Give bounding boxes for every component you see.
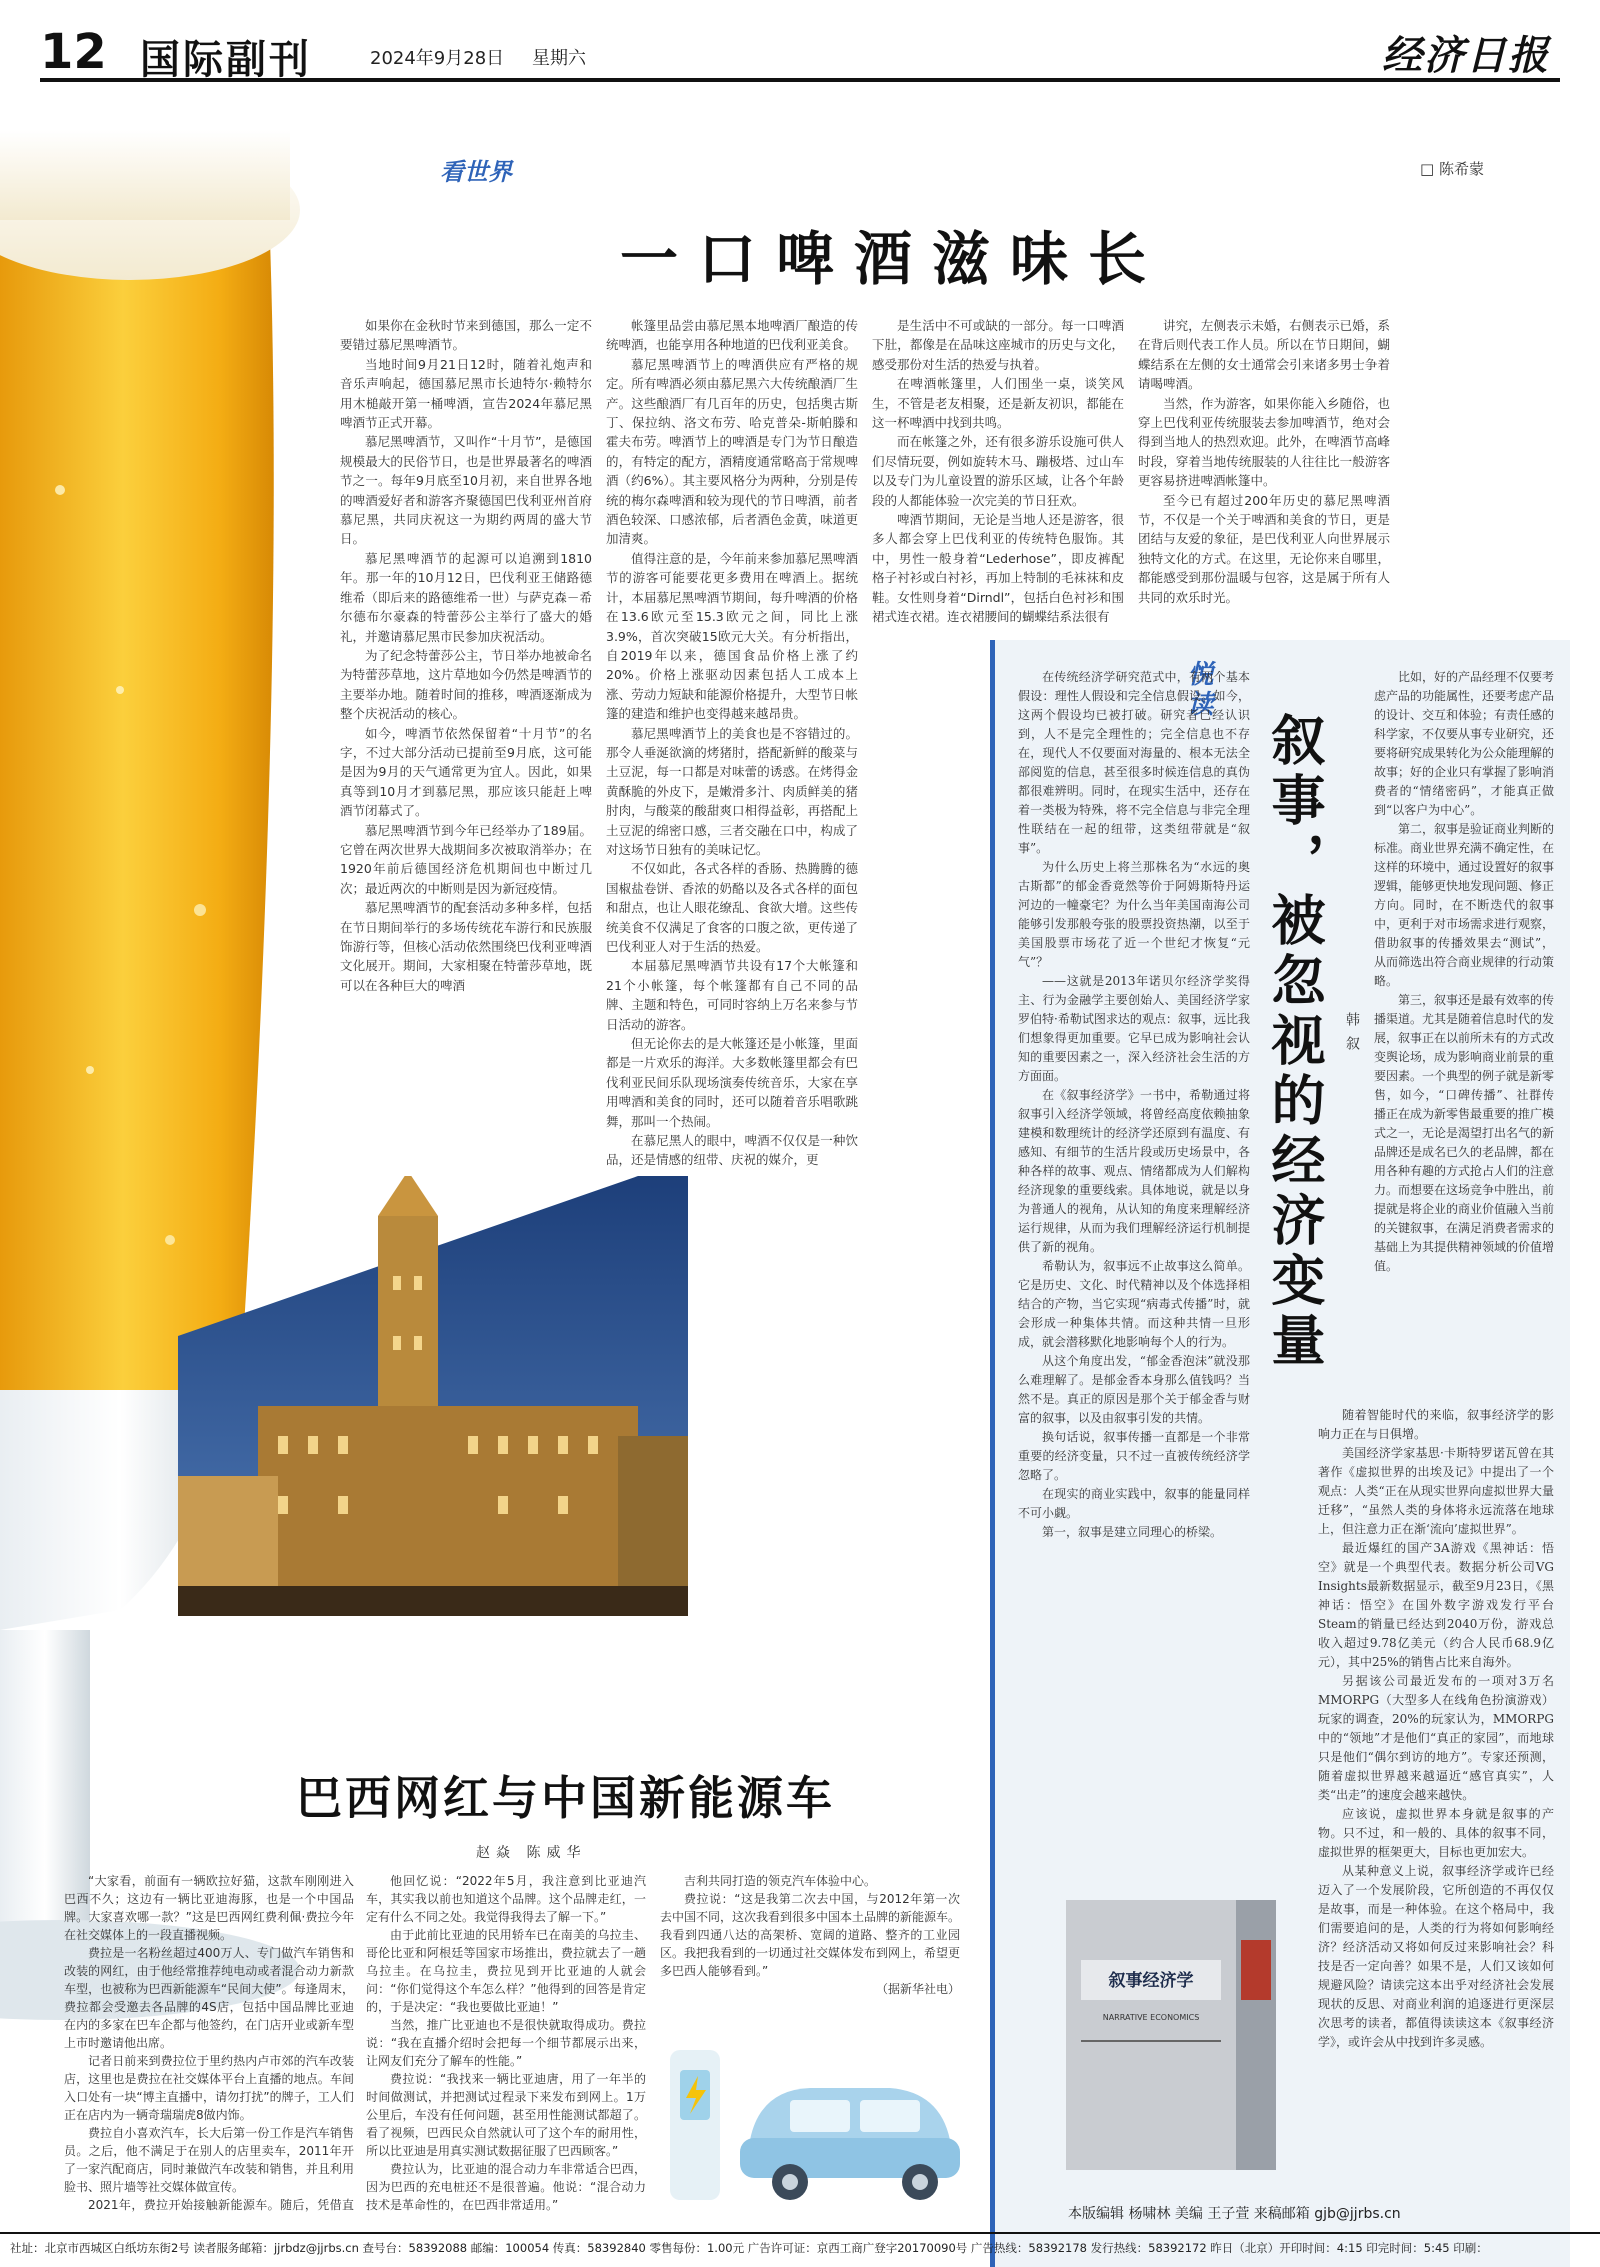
paragraph: 为了纪念特蕾莎公主，节日举办地被命名为特蕾莎草地，这片草地如今仍然是啤酒节的主要举办地。随着时间的推移，啤酒逐渐成为整个庆祝活动的核心。 <box>340 647 592 722</box>
paragraph: 但无论你去的是大帐篷还是小帐篷，里面都是一片欢乐的海洋。大多数帐篷里都会有巴伐利亚民间乐队现场演奏传统音乐，大家在享用啤酒和美食的同时，还可以随着音乐唱歌跳舞，那叫一个热闹。 <box>606 1036 858 1129</box>
brazil-byline: 赵焱 陈威华 <box>476 1845 587 1861</box>
review-col-1 <box>1018 668 1250 1878</box>
paragraph: 费拉自小喜欢汽车，长大后第一份工作是汽车销售员。之后，他不满足于在别人的店里卖车，2011年开了一家汽配商店，同时兼做汽车改装和销售，并且利用脸书、照片墙等社交媒体做宣传。 <box>64 2126 354 2194</box>
review-col-2 <box>1374 668 1554 1398</box>
newspaper-logo: 经济日报 <box>1382 32 1550 79</box>
paragraph: 第二，叙事是验证商业判断的标准。商业世界充满不确定性，在这样的环境中，通过设置好的叙事逻辑，能够更快地发现问题、修正方向。同时，在不断迭代的叙事中，更利于对市场需求进行观察，借助叙事的传播效果去“测试”，从而筛选出符合商业规律的行动策略。 <box>1374 822 1554 988</box>
review-col-3 <box>1318 1406 1554 2194</box>
section-title: 国际副刊 <box>140 36 312 83</box>
paragraph: 在传统经济学研究范式中，有两个基本假设：理性人假设和完全信息假设。如今，这两个假设均已被打破。研究者已经认识到，人不是完全理性的；完全信息也不存在，现代人不仅要面对海量的、根本无法全部阅览的信息，甚至很多时候连信息的真伪都很难辨明。同时，在现实生活中，还存在着一类极为特殊，将不完全信息与非完全理性联结在一起的纽带，这类纽带就是“叙事”。 <box>1018 670 1250 855</box>
paragraph: 记者日前来到费拉位于里约热内卢市郊的汽车改装店，这里也是费拉在社交媒体平台上直播的地点。车间入口处有一块“博主直播中，请勿打扰”的牌子，工人们正在店内为一辆奇瑞瑞虎8做内饰。 <box>64 2054 354 2122</box>
paragraph: 由于此前比亚迪的民用轿车已在南美的乌拉圭、哥伦比亚和阿根廷等国家市场推出，费拉就去了一趟乌拉圭。在乌拉圭，费拉见到开比亚迪的人就会问：“你们觉得这个车怎么样？”他得到的回答是肯定的，于是决定：“我也要做比亚迪！” <box>366 1928 646 2014</box>
paragraph: 至今已有超过200年历史的慕尼黑啤酒节，不仅是一个关于啤酒和美食的节日，更是团结与友爱的象征，是巴伐利亚人向世界展示独特文化的方式。在这里，无论你来自哪里，都能感受到那份温暖与包容，这是属于所有人共同的欢乐时光。 <box>1138 492 1390 605</box>
headline: 一口啤酒滋味长 <box>620 225 1167 293</box>
book-cn-title: 叙事经济学 <box>1108 1971 1194 1991</box>
byline: □ 陈希蒙 <box>1420 160 1484 178</box>
paragraph: 在《叙事经济学》一书中，希勒通过将叙事引入经济学领域，将曾经高度依赖抽象建模和数理统计的经济学还原到有温度、有感知、有细节的生活片段或历史场景中，各种各样的故事、观点、情绪都成为人们解构经济现象的重要线索。具体地说，就是以身为普通人的视角，从认知的角度来理解经济运行规律，从而为我们理解经济运行机制提供了新的视角。 <box>1018 1088 1250 1254</box>
issue-date: 2024年9月28日 <box>370 48 505 69</box>
review-headline: 叙事，被忽视的经济变量 <box>1263 712 1326 1372</box>
beer-col-3 <box>872 316 1124 636</box>
paragraph: 不仅如此，各式各样的香肠、热腾腾的德国椒盐卷饼、香浓的奶酪以及各式各样的面包和甜点，也让人眼花缭乱、食欲大增。这些传统美食不仅满足了食客的口腹之欲，更传递了巴伐利亚人对于生活的热爱。 <box>606 861 858 954</box>
review-byline: 韩叙 <box>1344 1012 1360 1060</box>
page-number: 12 <box>40 24 107 80</box>
paragraph: 慕尼黑啤酒节的起源可以追溯到1810年。那一年的10月12日，巴伐利亚王储路德维希（即后来的路德维希一世）与萨克森－希尔德布尔豪森的特蕾莎公主举行了盛大的婚礼，并邀请慕尼黑市民参加庆祝活动。 <box>340 550 592 644</box>
paragraph: 在啤酒帐篷里，人们围坐一桌，谈笑风生，不管是老友相聚，还是新友初识，都能在这一杯啤酒中找到共鸣。 <box>872 376 1124 431</box>
paragraph: （据新华社电） <box>875 1982 960 1996</box>
paragraph: 帐篷里品尝由慕尼黑本地啤酒厂酿造的传统啤酒，也能享用各种地道的巴伐利亚美食。 <box>606 318 858 353</box>
column-tag: 悦读 <box>1183 660 1213 720</box>
column-tag: 看世界 <box>440 157 512 186</box>
paragraph: 比如，好的产品经理不仅要考虑产品的功能属性，还要考虑产品的设计、交互和体验；有责任感的科学家，不仅要从事专业研究，还要将研究成果转化为公众能理解的故事；好的企业只有掌握了影响消费者的“情绪密码”，才能真正做到“以客户为中心”。 <box>1374 670 1554 817</box>
paragraph: 在现实的商业实践中，叙事的能量同样不可小觑。 <box>1018 1487 1250 1520</box>
paragraph: 第三，叙事还是最有效率的传播渠道。尤其是随着信息时代的发展，叙事正在以前所未有的方式改变舆论场，成为影响商业前景的重要因素。一个典型的例子就是新零售，如今，“口碑传播”、社群传播正在成为新零售最重要的推广模式之一，无论是渴望打出名气的新品牌还是成名已久的老品牌，都在用各种有趣的方式抢占人们的注意力。而想要在这场竞争中胜出，前提就是将企业的商业价值融入当前的关键叙事，在满足消费者需求的基础上为其提供精神领域的价值增值。 <box>1374 993 1554 1273</box>
paragraph: 从这个角度出发，“郁金香泡沫”就没那么难理解了。是郁金香本身那么值钱吗？当然不是。真正的原因是那个关于郁金香与财富的叙事，以及由叙事引发的共情。 <box>1018 1354 1250 1425</box>
paragraph: 应该说，虚拟世界本身就是叙事的产物。只不过，和一般的、具体的叙事不同，虚拟世界的框架更大，目标也更加宏大。 <box>1318 1807 1554 1859</box>
brazil-headline: 巴西网红与中国新能源车 <box>296 1771 835 1825</box>
paragraph: 第一，叙事是建立同理心的桥梁。 <box>1042 1525 1223 1539</box>
footer-imprint: 社址：北京市西城区白纸坊东街2号 读者服务邮箱：jjrbdz@jjrbs.cn 查号台：58392088 邮编：100054 传真：58392840 零售每份：1.00元 广告许可证：京西工商广登字20170090号 广告热线：58392178 发行热线：58392172 昨日（北京）开印时间：4:15 印完时间：5:45 印刷： <box>0 2232 1600 2267</box>
paragraph: 是生活中不可或缺的一部分。每一口啤酒下肚，都像是在品味这座城市的历史与文化，感受那份对生活的热爱与执着。 <box>872 318 1124 372</box>
book-en-title: NARRATIVE ECONOMICS <box>1102 2013 1200 2022</box>
paragraph: 而在帐篷之外，还有很多游乐设施可供人们尽情玩耍，例如旋转木马、蹦极塔、过山车以及专门为儿童设置的游乐区域，让各个年龄段的人都能体验一次完美的节日狂欢。 <box>872 434 1124 508</box>
paragraph: 慕尼黑啤酒节上的美食也是不容错过的。那令人垂涎欲滴的烤猪肘，搭配新鲜的酸菜与土豆泥，每一口都是对味蕾的诱惑。在烤得金黄酥脆的外皮下，是嫩滑多汁、肉质鲜美的猪肘肉，与酸菜的酸甜爽口相得益彰，再搭配上土豆泥的绵密口感，三者交融在口中，构成了对这场节日独有的美味记忆。 <box>606 725 858 857</box>
paragraph: 本届慕尼黑啤酒节共设有17个大帐篷和21个小帐篷，每个帐篷都有自己不同的品牌、主题和特色，可同时容纳上万名来参与节日活动的游客。 <box>606 958 858 1032</box>
paragraph: 吉利共同打造的领克汽车体验中心。 <box>684 1874 877 1888</box>
paragraph: 当然，推广比亚迪也不是很快就取得成功。费拉说：“我在直播介绍时会把每一个细节都展示出来，让网友们充分了解车的性能。” <box>366 2018 646 2068</box>
paragraph: 如今，啤酒节依然保留着“十月节”的名字，不过大部分活动已提前至9月底，这可能是因为9月的天气通常更为宜人。因此，如果真等到10月才到慕尼黑，那应该只能赶上啤酒节闭幕式了。 <box>340 725 592 819</box>
munich-city-hall-photo <box>178 1176 688 1616</box>
paragraph: 随着智能时代的来临，叙事经济学的影响力正在与日俱增。 <box>1318 1408 1554 1441</box>
ev-charging-illustration <box>650 2010 980 2210</box>
paragraph: 慕尼黑啤酒节到今年已经举办了189届。它曾在两次世界大战期间多次被取消举办；在1920年前后德国经济危机期间也中断过几次；最近两次的中断则是因为新冠疫情。 <box>340 822 592 896</box>
paragraph: 值得注意的是，今年前来参加慕尼黑啤酒节的游客可能要花更多费用在啤酒上。据统计，本届慕尼黑啤酒节期间，每升啤酒的价格在13.6欧元至15.3欧元之间，同比上涨3.9%，首次突破15欧元大关。有分析指出，自2019年以来，德国食品价格上涨了约20%。价格上涨驱动因素包括人工成本上涨、劳动力短缺和能源价格提升，大型节日帐篷的建造和维护也变得越来越昂贵。 <box>606 550 858 722</box>
paragraph: 费拉是一名粉丝超过400万人、专门做汽车销售和改装的网红，由于他经常推荐纯电动或者混合动力新款车型，也被称为巴西新能源车“民间大使”。每逢周末，费拉都会受邀去各品牌的4S店，包括中国品牌比亚迪在内的多家在巴车企都与他签约，在门店开业或新车型上市时邀请他出席。 <box>64 1946 354 2050</box>
paragraph: 从某种意义上说，叙事经济学或许已经迈入了一个发展阶段，它所创造的不再仅仅是故事，而是一种体验。在这个格局中，我们需要追问的是，人类的行为将如何影响经济？经济活动又将如何反过来影响社会？科技是否一定向善？如果不是，人们又该如何规避风险？请读完这本出乎对经济社会发展现状的反思、对商业利润的追逐进行更深层次思考的读者，都值得读读这本《叙事经济学》，或许会从中找到许多灵感。 <box>1318 1864 1554 2049</box>
brazil-col-2 <box>366 1872 646 2212</box>
editors-credit: 本版编辑 杨啸林 美编 王子萱 来稿邮箱 gjb@jjrbs.cn <box>1068 2206 1401 2222</box>
beer-col-2 <box>606 316 858 1216</box>
paragraph: 美国经济学家基思·卡斯特罗诺瓦曾在其著作《虚拟世界的出埃及记》中提出了一个观点：人类“正在从现实世界向虚拟世界大量迁移”，“虽然人类的身体将永远流落在地球上，但注意力正在渐‘流向’虚拟世界”。 <box>1318 1446 1554 1536</box>
masthead <box>40 18 1560 82</box>
paragraph: ——这就是2013年诺贝尔经济学奖得主、行为金融学主要创始人、美国经济学家罗伯特·希勒试图求达的观点：叙事，远比我们想象得更加重要。它早已成为影响社会认知的重要因素之一，深入经济社会生活的方方面面。 <box>1018 974 1250 1083</box>
paragraph: 换句话说，叙事传播一直都是一个非常重要的经济变量，只不过一直被传统经济学忽略了。 <box>1018 1430 1250 1482</box>
paragraph: 费拉认为，比亚迪的混合动力车非常适合巴西，因为巴西的充电桩还不是很普遍。他说：“混合动力技术是革命性的，在巴西非常适用。” <box>366 2162 646 2212</box>
beer-glass-illustration <box>0 90 300 2050</box>
paragraph: 啤酒节期间，无论是当地人还是游客，很多人都会穿上巴伐利亚的传统特色服饰。其中，男性一般身着“Lederhose”，即皮裤配格子衬衫或白衬衫，再加上特制的毛袜袜和皮鞋。女性则身着“Dirndl”，包括白色衬衫和围裙式连衣裙。连衣裙腰间的蝴蝶结系法很有 <box>872 512 1124 625</box>
paragraph: 当地时间9月21日12时，随着礼炮声和音乐声响起，德国慕尼黑市长迪特尔·赖特尔用木槌敲开第一桶啤酒，宣告2024年慕尼黑啤酒节正式开幕。 <box>340 356 592 431</box>
paragraph: 费拉说：“这是我第二次去中国，与2012年第一次去中国不同，这次我看到很多中国本土品牌的新能源车。我看到四通八达的高架桥、宽阔的道路、整齐的工业园区。我把我看到的一切通过社交媒体发布到网上，希望更多巴西人能够看到。” <box>660 1892 960 1978</box>
issue-weekday: 星期六 <box>532 48 586 69</box>
brazil-col-3 <box>660 1872 960 2002</box>
paragraph: 在慕尼黑人的眼中，啤酒不仅仅是一种饮品，还是情感的纽带、庆祝的媒介，更 <box>606 1133 858 1168</box>
paragraph: 最近爆红的国产3A游戏《黑神话：悟空》就是一个典型代表。数据分析公司VG Insights最新数据显示，截至9月23日，《黑神话：悟空》在国外数字游戏发行平台Steam的销量已经达到2040万份，游戏总收入超过9.78亿美元（约合人民币68.9亿元），其中25%的销售占比来自海外。 <box>1318 1541 1554 1669</box>
paragraph: 他回忆说：“2022年5月，我注意到比亚迪汽车，其实我以前也知道这个品牌。这个品牌走红，一定有什么不同之处。我觉得我得去了解一下。” <box>366 1874 646 1924</box>
paragraph: 当然，作为游客，如果你能入乡随俗，也穿上巴伐利亚传统服装去参加啤酒节，绝对会得到当地人的热烈欢迎。此外，在啤酒节高峰时段，穿着当地传统服装的人往往比一般游客更容易挤进啤酒帐篷中。 <box>1138 395 1390 489</box>
book-cover-image <box>1056 1890 1286 2180</box>
paragraph: 希勒认为，叙事远不止故事这么简单。它是历史、文化、时代精神以及个体选择相结合的产物，当它实现“病毒式传播”时，就会形成一种集体共情。而这种共情一旦形成，就会潜移默化地影响每个人的行为。 <box>1018 1259 1250 1349</box>
paragraph: 另据该公司最近发布的一项对3万名MMORPG（大型多人在线角色扮演游戏）玩家的调查，20%的玩家认为，MMORPG中的“领地”才是他们“真正的家园”，而地球只是他们“偶尔到访的地方”。专家还预测，随着虚拟世界越来越逼近“感官真实”，人类“出走”的速度会越来越快。 <box>1318 1674 1554 1802</box>
paragraph: 费拉说：“我找来一辆比亚迪唐，用了一年半的时间做测试，并把测试过程录下来发布到网上。1万公里后，车没有任何问题，甚至用性能测试都超了。看了视频，巴西民众自然就认可了这个车的耐用性，所以比亚迪是用真实测试数据征服了巴西顾客。” <box>366 2072 646 2158</box>
paragraph: “大家看，前面有一辆欧拉好猫，这款车刚刚进入巴西不久；这边有一辆比亚迪海豚，也是一个中国品牌。大家喜欢哪一款？”这是巴西网红费利佩·费拉今年在社交媒体上的一段直播视频。 <box>64 1874 354 1942</box>
paragraph: 慕尼黑啤酒节，又叫作“十月节”，是德国规模最大的民俗节日，也是世界最著名的啤酒节之一。每年9月底至10月初，来自世界各地的啤酒爱好者和游客齐聚德国巴伐利亚州首府慕尼黑，共同庆祝这一为期约两周的盛大节日。 <box>340 434 592 547</box>
paragraph: 2021年，费拉开始接触新能源车。随后，凭借直 <box>88 2198 354 2212</box>
paragraph: 讲究，左侧表示未婚，右侧表示已婚，系在背后则代表工作人员。所以在节日期间，蝴蝶结系在左侧的女士通常会引来诸多男士争着请喝啤酒。 <box>1138 318 1390 392</box>
brazil-col-1 <box>64 1872 354 2212</box>
paragraph: 为什么历史上将兰那株名为“水远的奥古斯都”的郁金香竟然等价于阿姆斯特丹运河边的一幢豪宅？为什么当年美国南海公司能够引发那般夸张的股票投资热潮，以至于美国股票市场花了近一个世纪才恢复“元气”？ <box>1018 860 1250 969</box>
paragraph: 慕尼黑啤酒节上的啤酒供应有严格的规定。所有啤酒必须由慕尼黑六大传统酿酒厂生产。这些酿酒厂有几百年的历史，包括奥古斯丁、保拉纳、洛文布劳、哈克普朵-斯帕滕和霍夫布劳。啤酒节上的啤酒是专门为节日酿造的，有特定的配方，酒精度通常略高于常规啤酒（约6%）。其主要风格分为两种，分别是传统的梅尔森啤酒和较为现代的节日啤酒，前者酒色较深、口感浓郁，后者酒色金黄，味道更加清爽。 <box>606 356 858 547</box>
beer-col-4 <box>1138 316 1390 636</box>
paragraph: 慕尼黑啤酒节的配套活动多种多样，包括在节日期间举行的多场传统花车游行和民族服饰游行等，但核心活动依然围绕巴伐利亚啤酒文化展开。期间，大家相聚在特蕾莎草地，既可以在各种巨大的啤酒 <box>340 900 592 993</box>
paragraph: 如果你在金秋时节来到德国，那么一定不要错过慕尼黑啤酒节。 <box>340 318 592 353</box>
